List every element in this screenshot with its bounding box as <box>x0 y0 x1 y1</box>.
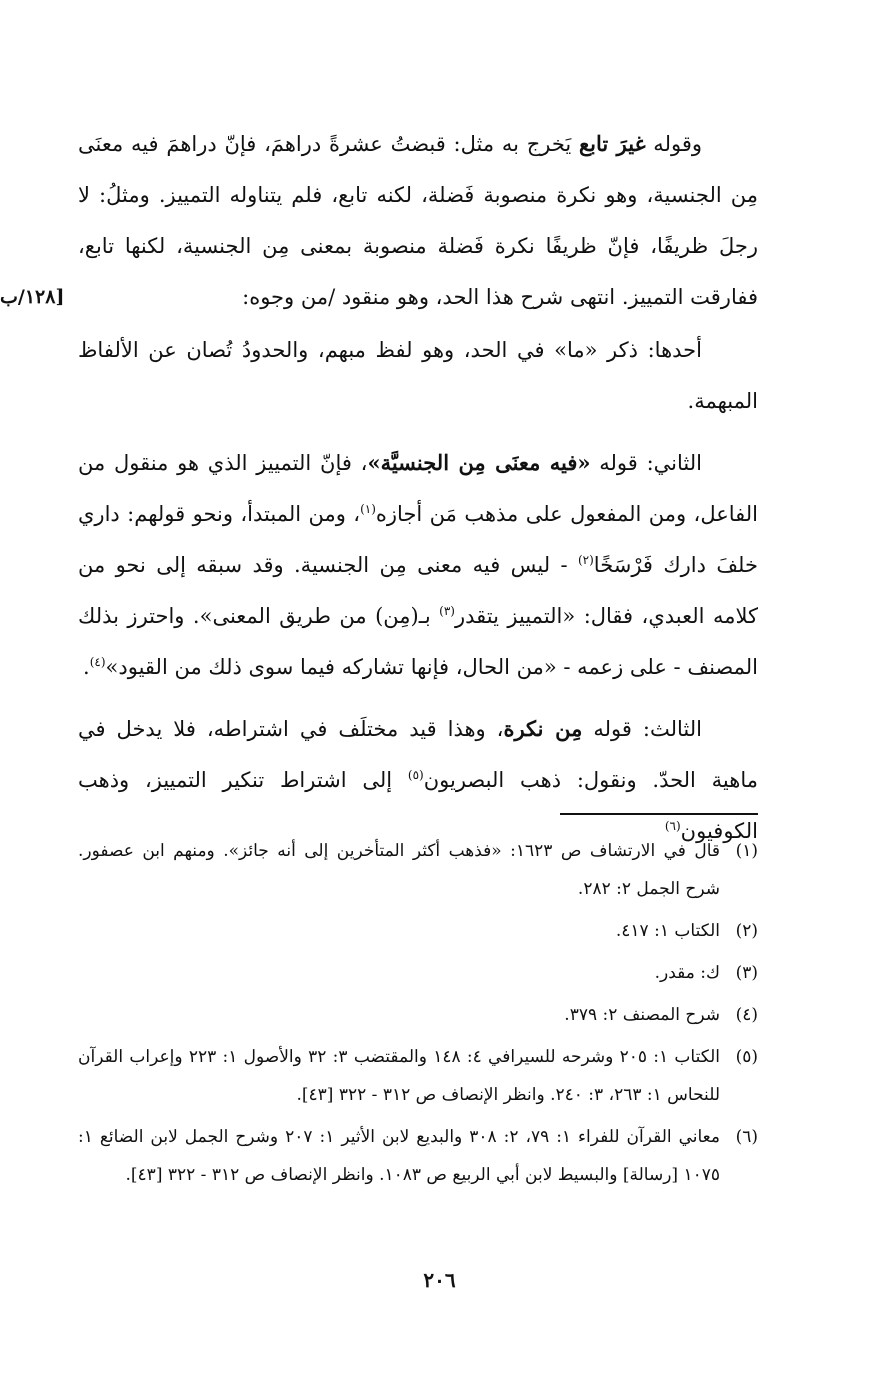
footnote <box>78 912 758 950</box>
text-run: - ليس فيه معنى مِن الجنسية. وقد سبقه إلى نحو من كلامه العبدي، فقال: «التمييز يتقدر <box>78 553 758 628</box>
footnote-text: شرح المصنف ٢: ٣٧٩. <box>564 1005 720 1025</box>
text-run: إلى اشتراط تنكير التمييز، وذهب الكوفيون <box>78 768 758 843</box>
footnotes-section <box>78 832 758 1198</box>
footnote-text: قال في الارتشاف ص ١٦٢٣: «فذهب أكثر المتأخرين إلى أنه جائز». ومنهم ابن عصفور. شرح الجمل ٢: ٢٨٢. <box>78 841 721 899</box>
text-run: يَخرج به مثل: قبضتُ عشرةً دراهمَ، فإنّ دراهمَ فيه معنَى مِن الجنسية، وهو نكرة منصوبة فَضلة، لكنه تابع، فلم يتناوله التمييز. ومثلُ: لا رجلَ ظريفًا، فإنّ ظريفًا نكرة فَضلة منصوبة بمعنى مِن الجنسية، لكنها تابع، ففارقت التمييز. انتهى شرح هذا الحد، وهو منقود /من وجوه: <box>78 132 758 309</box>
footnote-reference: (٣) <box>439 604 455 618</box>
footnote-reference: (٤) <box>89 655 106 669</box>
footnote-number: (٥) <box>735 1047 758 1067</box>
footnote-reference: (٥) <box>407 768 424 782</box>
text-run: . <box>83 655 90 679</box>
text-run: ، وهذا قيد مختلَف في اشتراطه، فلا يدخل في ماهية الحدّ. ونقول: ذهب البصريون <box>78 717 758 792</box>
footnote-number: (٦) <box>735 1127 758 1147</box>
text-run: وقوله <box>645 132 702 156</box>
text-run: الثاني: قوله <box>590 451 702 475</box>
footnote-number: (٤) <box>735 1005 758 1025</box>
paragraph <box>78 437 758 693</box>
paragraph <box>78 325 758 427</box>
footnote-number: (١) <box>735 841 758 861</box>
footnote-reference: (١) <box>360 502 376 516</box>
footnote-reference: (٢) <box>577 553 594 567</box>
bold-quoted-term: غيرَ تابع <box>579 131 646 156</box>
footnote-number: (٢) <box>735 921 758 941</box>
text-run: ، فإنّ التمييز الذي هو منقول من الفاعل، ومن المفعول على مذهب مَن أجازه <box>78 451 759 526</box>
page-number: ٢٠٦ <box>423 1268 456 1292</box>
main-text <box>78 118 758 867</box>
text-run: ، ومن المبتدأ، ونحو قولهم: داري خلفَ دارك فَرْسَخًا <box>78 502 758 577</box>
text-run: بـ(مِن) من طريق المعنى». واحترز بذلك المصنف - على زعمه - «من الحال، فإنها تشاركه فيما سوى ذلك من القيود» <box>78 604 758 679</box>
text-run: الثالث: قوله <box>582 717 702 741</box>
footnote-text: الكتاب ١: ٤١٧. <box>615 921 720 941</box>
footnote <box>78 1038 758 1114</box>
footnote-reference: (٦) <box>664 819 681 833</box>
paragraph <box>78 118 758 323</box>
footnote-number: (٣) <box>735 963 758 983</box>
footnote-separator <box>560 813 758 815</box>
footnote <box>78 954 758 992</box>
footnote-text: الكتاب ١: ٢٠٥ وشرحه للسيرافي ٤: ١٤٨ والمقتضب ٣: ٣٢ والأصول ١: ٢٢٣ وإعراب القرآن للنحاس ١: ٢٦٣، ٣: ٢٤٠. وانظر الإنصاف ص ٣١٢ - ٣٢٢ [٤٣]. <box>78 1047 721 1105</box>
footnote <box>78 832 758 908</box>
footnote-text: معاني القرآن للفراء ١: ٧٩، ٢: ٣٠٨ والبديع لابن الأثير ١: ٢٠٧ وشرح الجمل لابن الضائع ١: ١٠٧٥ [رسالة] والبسيط لابن أبي الربيع ص ١٠٨٣. وانظر الإنصاف ص ٣١٢ - ٣٢٢ [٤٣]. <box>78 1127 720 1185</box>
bold-quoted-term: مِن نكرة <box>503 716 583 741</box>
footnote <box>78 1118 758 1194</box>
bold-quoted-term: «فيه معنَى مِن الجنسيَّة» <box>367 450 591 475</box>
footnote-text: ك: مقدر. <box>654 963 720 983</box>
margin-folio-note: [١٢٨/ب <box>0 286 65 308</box>
footnote <box>78 996 758 1034</box>
text-run: أحدها: ذكر «ما» في الحد، وهو لفظ مبهم، والحدودُ تُصان عن الألفاظ المبهمة. <box>78 338 758 413</box>
